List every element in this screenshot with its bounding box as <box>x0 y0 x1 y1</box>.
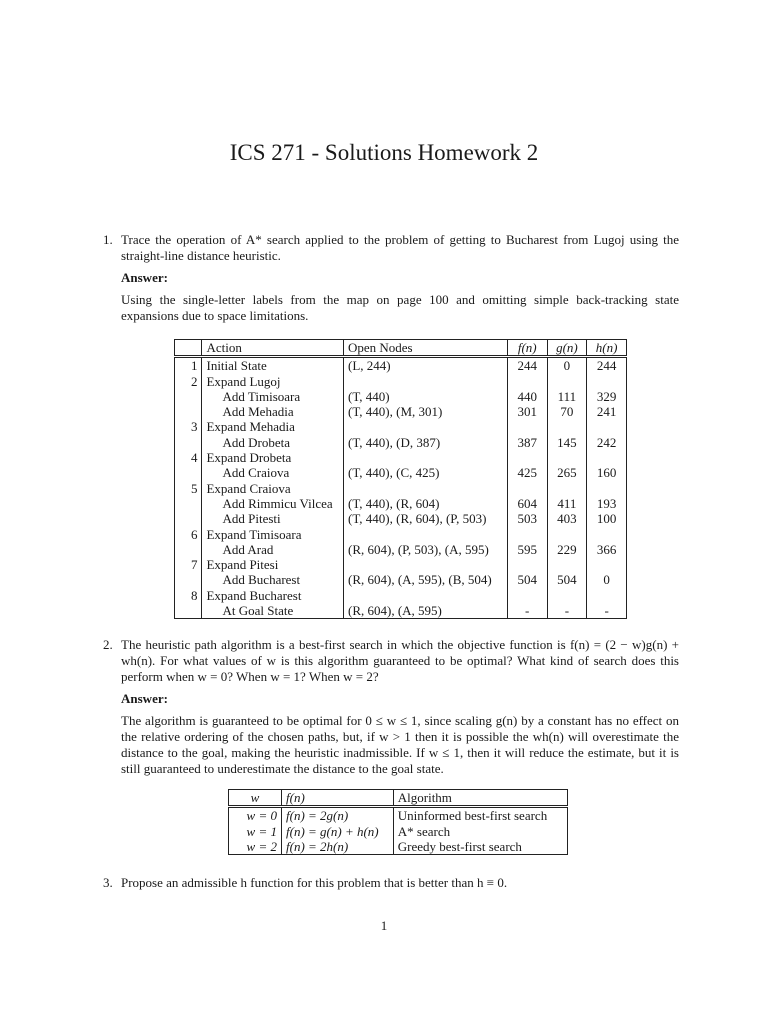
open-nodes: (R, 604), (P, 503), (A, 595) <box>343 542 507 557</box>
answer-label: Answer: <box>121 691 168 706</box>
action <box>202 496 344 511</box>
f-value: 503 <box>507 511 547 526</box>
f-value <box>507 374 547 389</box>
action-text: Add Mehadia <box>222 404 294 420</box>
g-value: 504 <box>547 572 587 587</box>
g-value: - <box>547 603 587 619</box>
g-value <box>547 527 587 542</box>
f-value <box>507 527 547 542</box>
open-nodes <box>343 588 507 603</box>
algorithm-name: Greedy best-first search <box>393 839 567 855</box>
f-value <box>507 481 547 496</box>
objective-function: f(n) = 2g(n) <box>282 807 394 824</box>
table-header <box>175 340 202 357</box>
table-row <box>175 450 627 465</box>
action <box>202 465 344 480</box>
g-value: 229 <box>547 542 587 557</box>
h-value: 193 <box>587 496 627 511</box>
open-nodes <box>343 374 507 389</box>
open-nodes <box>343 450 507 465</box>
table-row <box>175 404 627 419</box>
open-nodes: (T, 440), (D, 387) <box>343 435 507 450</box>
g-value: 145 <box>547 435 587 450</box>
table-row <box>175 389 627 404</box>
h-value: 0 <box>587 572 627 587</box>
open-nodes: (T, 440), (C, 425) <box>343 465 507 480</box>
table-row <box>175 496 627 511</box>
f-value <box>507 588 547 603</box>
g-value <box>547 588 587 603</box>
weight-algorithm-table <box>228 789 568 855</box>
f-value: 244 <box>507 357 547 374</box>
step-number: 6 <box>175 527 202 542</box>
h-value <box>587 374 627 389</box>
h-value <box>587 588 627 603</box>
h-value <box>587 527 627 542</box>
table-row <box>175 419 627 434</box>
action-text: At Goal State <box>222 603 294 619</box>
action-text: Add Craiova <box>222 465 290 481</box>
action <box>202 572 344 587</box>
question-number: 2. <box>103 637 113 652</box>
table-row <box>175 603 627 619</box>
table-header: Algorithm <box>393 790 567 807</box>
open-nodes: (L, 244) <box>343 357 507 374</box>
f-value: 387 <box>507 435 547 450</box>
g-value: 411 <box>547 496 587 511</box>
open-nodes: (R, 604), (A, 595), (B, 504) <box>343 572 507 587</box>
table-row <box>175 557 627 572</box>
h-value <box>587 450 627 465</box>
h-value: 241 <box>587 404 627 419</box>
h-value: - <box>587 603 627 619</box>
step-number <box>175 542 202 557</box>
action: Expand Lugoj <box>202 374 344 389</box>
step-number <box>175 572 202 587</box>
question-1 <box>103 232 679 324</box>
step-number: 4 <box>175 450 202 465</box>
table-row <box>229 839 568 855</box>
step-number: 3 <box>175 419 202 434</box>
g-value <box>547 419 587 434</box>
action-text: Add Timisoara <box>222 388 301 404</box>
h-value: 329 <box>587 389 627 404</box>
h-value: 100 <box>587 511 627 526</box>
step-number <box>175 389 202 404</box>
open-nodes: (R, 604), (A, 595) <box>343 603 507 619</box>
h-value <box>587 557 627 572</box>
f-value: 595 <box>507 542 547 557</box>
f-value: 440 <box>507 389 547 404</box>
g-value <box>547 481 587 496</box>
open-nodes: (T, 440), (R, 604), (P, 503) <box>343 511 507 526</box>
action <box>202 435 344 450</box>
table-header: f(n) <box>282 790 394 807</box>
action <box>202 511 344 526</box>
step-number: 8 <box>175 588 202 603</box>
answer-text: The algorithm is guaranteed to be optimal for 0 ≤ w ≤ 1, since scaling g(n) by a constant has no effect on the relative ordering of the chosen paths, but, if w > 1 then it is possible the wh(n) will overestimate the distance to the goal, making the heuristic inadmissible. If w ≤ 1, then it will reduce the estimate, but it is still guaranteed to underestimate the distance to the goal state. <box>121 713 679 776</box>
open-nodes <box>343 419 507 434</box>
weight-value: w = 1 <box>229 824 282 839</box>
table-row <box>175 481 627 496</box>
table-header: Open Nodes <box>343 340 507 357</box>
table-row <box>175 527 627 542</box>
answer-label: Answer: <box>121 270 168 285</box>
action-text: Add Bucharest <box>222 572 301 588</box>
question-text: The heuristic path algorithm is a best-first search in which the objective function is f(n) = (2 − w)g(n) + wh(n). For what values of w is this algorithm guaranteed to be optimal? What kind of search does this perform when w = 0? When w = 1? When w = 2? <box>121 637 679 684</box>
objective-function: f(n) = g(n) + h(n) <box>282 824 394 839</box>
table-row <box>175 374 627 389</box>
action <box>202 542 344 557</box>
h-value: 244 <box>587 357 627 374</box>
step-number: 2 <box>175 374 202 389</box>
g-value: 111 <box>547 389 587 404</box>
action: Expand Mehadia <box>202 419 344 434</box>
page-number: 1 <box>380 918 388 933</box>
algorithm-name: Uninformed best-first search <box>393 807 567 824</box>
table-row <box>175 465 627 480</box>
g-value: 265 <box>547 465 587 480</box>
table-header: h(n) <box>587 340 627 357</box>
step-number <box>175 465 202 480</box>
open-nodes <box>343 527 507 542</box>
objective-function: f(n) = 2h(n) <box>282 839 394 855</box>
action: Expand Bucharest <box>202 588 344 603</box>
step-number <box>175 603 202 619</box>
table-header: g(n) <box>547 340 587 357</box>
action: Expand Craiova <box>202 481 344 496</box>
open-nodes <box>343 557 507 572</box>
action: Expand Pitesi <box>202 557 344 572</box>
open-nodes: (T, 440), (M, 301) <box>343 404 507 419</box>
h-value: 160 <box>587 465 627 480</box>
f-value: 425 <box>507 465 547 480</box>
question-2 <box>103 637 679 777</box>
step-number: 7 <box>175 557 202 572</box>
table-row <box>175 357 627 374</box>
astar-trace-table <box>174 339 627 619</box>
open-nodes: (T, 440), (R, 604) <box>343 496 507 511</box>
table-row <box>175 572 627 587</box>
action <box>202 404 344 419</box>
h-value <box>587 481 627 496</box>
h-value: 366 <box>587 542 627 557</box>
g-value: 403 <box>547 511 587 526</box>
g-value <box>547 374 587 389</box>
table-row <box>229 824 568 839</box>
f-value <box>507 419 547 434</box>
f-value: 504 <box>507 572 547 587</box>
question-3 <box>103 875 679 891</box>
g-value: 0 <box>547 357 587 374</box>
page-title: ICS 271 - Solutions Homework 2 <box>229 140 539 165</box>
table-row <box>175 542 627 557</box>
table-header: w <box>229 790 282 807</box>
question-number: 1. <box>103 232 113 247</box>
f-value: 301 <box>507 404 547 419</box>
step-number <box>175 496 202 511</box>
h-value: 242 <box>587 435 627 450</box>
table-header: Action <box>202 340 344 357</box>
weight-value: w = 2 <box>229 839 282 855</box>
question-number: 3. <box>103 875 113 890</box>
g-value: 70 <box>547 404 587 419</box>
action: Expand Drobeta <box>202 450 344 465</box>
open-nodes: (T, 440) <box>343 389 507 404</box>
table-row <box>175 588 627 603</box>
question-text: Trace the operation of A* search applied to the problem of getting to Bucharest from Lugoj using the straight-line distance heuristic. <box>121 232 679 263</box>
g-value <box>547 557 587 572</box>
algorithm-name: A* search <box>393 824 567 839</box>
f-value <box>507 450 547 465</box>
step-number <box>175 404 202 419</box>
action-text: Add Rimmicu Vilcea <box>222 495 333 511</box>
step-number: 5 <box>175 481 202 496</box>
f-value: - <box>507 603 547 619</box>
step-number <box>175 435 202 450</box>
table-row <box>175 435 627 450</box>
table-row <box>175 511 627 526</box>
h-value <box>587 419 627 434</box>
step-number: 1 <box>175 357 202 374</box>
action: Expand Timisoara <box>202 527 344 542</box>
g-value <box>547 450 587 465</box>
open-nodes <box>343 481 507 496</box>
action-text: Add Arad <box>222 541 274 557</box>
f-value <box>507 557 547 572</box>
action-text: Add Pitesti <box>222 511 281 527</box>
question-text: Propose an admissible h function for this problem that is better than h ≡ 0. <box>121 875 508 890</box>
weight-value: w = 0 <box>229 807 282 824</box>
action: Initial State <box>202 357 344 374</box>
table-row <box>229 807 568 824</box>
action <box>202 389 344 404</box>
answer-text: Using the single-letter labels from the map on page 100 and omitting simple back-tracking state expansions due to space limitations. <box>121 292 679 323</box>
action-text: Add Drobeta <box>222 434 290 450</box>
step-number <box>175 511 202 526</box>
f-value: 604 <box>507 496 547 511</box>
table-header: f(n) <box>507 340 547 357</box>
action <box>202 603 344 619</box>
